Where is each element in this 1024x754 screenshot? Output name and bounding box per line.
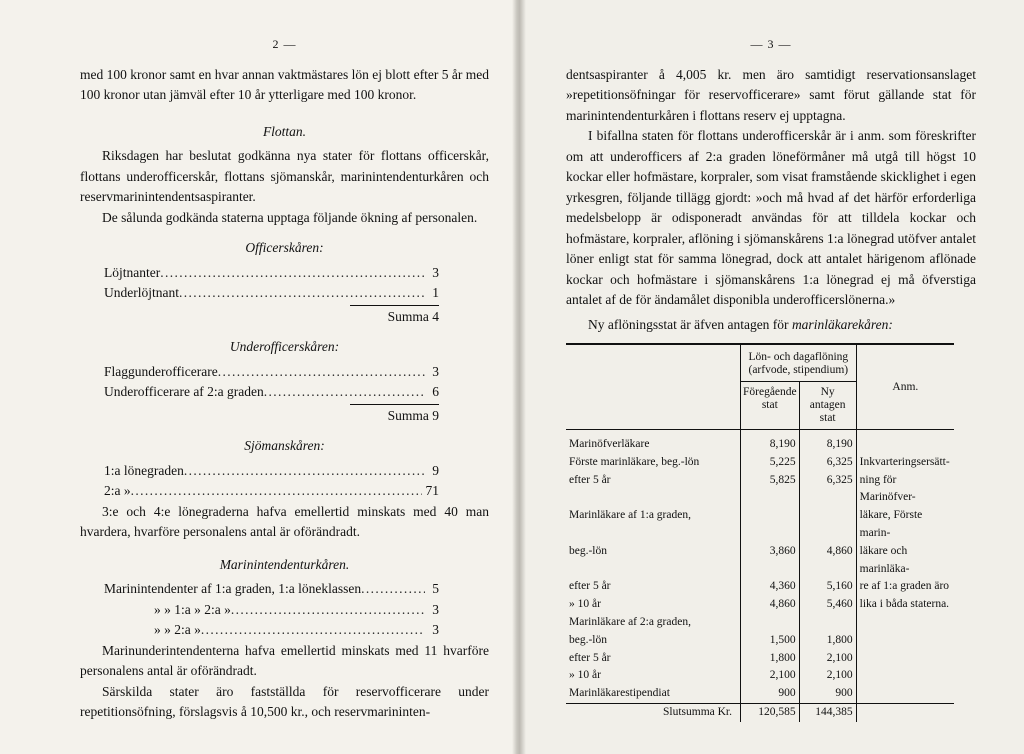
- table-cell-label: efter 5 år: [566, 650, 741, 668]
- table-cell-new: [799, 614, 856, 632]
- table-header-anm: Anm.: [856, 344, 954, 430]
- table-cell-anm: lika i båda staterna.: [859, 598, 950, 611]
- table-cell-prev: 5,825: [741, 472, 800, 508]
- table-cell-label: Marinläkare af 2:a graden,: [566, 614, 741, 632]
- table-cell-prev: 3,860: [741, 543, 800, 579]
- table-cell-prev: 4,360: [741, 578, 800, 596]
- table-row: [566, 472, 954, 508]
- table-cell-label: efter 5 år: [566, 472, 741, 508]
- list-item: 2:a » . . . 71: [104, 481, 439, 502]
- right-para-3: Ny aflöningsstat är äfven antagen för marinläkarekåren:: [588, 316, 893, 332]
- page-number-left: 2 —: [272, 37, 297, 51]
- table-cell-new: [799, 507, 856, 543]
- table-cell-anm: [856, 650, 954, 668]
- pay-table: [566, 343, 954, 722]
- table-row: [566, 454, 954, 472]
- marinintendentur-note: Marinunderintendenterna hafva emellertid minskats med 11 hvarföre personalens antal är oförändradt.: [80, 642, 489, 678]
- table-cell-prev: 1,800: [741, 650, 800, 668]
- sjomanskaren-heading: Sjömanskåren:: [244, 438, 325, 453]
- right-para-2: I bifallna staten för flottans underofficerskår är i anm. som föreskrifter om att underofficers af 2:a graden löneförmåner må utgå till högst 10 kockar eller hofmästare, korpraler, som visat framstående skicklighet i egen yrkesgren, följande tillägg gjordt: »och må hvad af det härför erforderliga medelsbelopp är odisponeradt användas för att tilldela kockar och hofmästare, korpraler, aflöning i sjömanskårens 1:a lönegrad utöfver antalet löner enligt stat för samma lönegrad, dock att antalet härigenom aflönade kockar och hofmästare i sjömanskårens 1:a lönegrad ej må öfverstiga antalet af de för ändamålet disponibla underofficerslönerna.»: [566, 128, 976, 307]
- table-row-total: Slutsumma Kr. 120,585 144,385: [566, 703, 954, 721]
- table-cell-new: 5,460: [799, 596, 856, 614]
- table-row: [566, 667, 954, 685]
- table-header-new: Ny antagen stat: [799, 382, 856, 430]
- table-cell-label: efter 5 år: [566, 578, 741, 596]
- table-cell-new: 900: [799, 685, 856, 703]
- table-cell-prev: 900: [741, 685, 800, 703]
- table-cell-anm: [856, 614, 954, 632]
- table-cell-anm: ning för Marinöfver-: [859, 473, 916, 504]
- table-row: [566, 507, 954, 543]
- table-header-group: Lön- och dagaflöning (arfvode, stipendium): [741, 344, 857, 382]
- table-row: [566, 578, 954, 596]
- list-item: Flaggunderofficerare . . . 3: [104, 362, 439, 383]
- table-row: [566, 543, 954, 579]
- officerskaren-heading: Officerskåren:: [245, 240, 324, 255]
- table-cell-anm: läkare och marinläka-: [859, 544, 910, 575]
- table-row: [566, 632, 954, 650]
- table-cell-anm: [856, 632, 954, 650]
- page-number-right: — 3 —: [750, 37, 792, 51]
- table-cell-new: 2,100: [799, 650, 856, 668]
- marinintendenturkaren-heading: Marinintendenturkåren.: [219, 556, 350, 572]
- table-row: [566, 685, 954, 703]
- table-cell-label: Marinöfverläkare: [566, 430, 741, 454]
- table-cell-new: 6,325: [799, 472, 856, 508]
- marinintendentur-last: Särskilda stater äro fastställda för reservofficerare under repetitionsöfning, förslagsvis å 10,500 kr., och reservmarininten-: [80, 683, 489, 719]
- book-gutter: [512, 0, 526, 754]
- flottan-paragraph: Riksdagen har beslutat godkänna nya stater för flottans officerskår, flottans underofficerskår, flottans sjömanskår, marinintendenturkåren och reservmarinintendentsaspiranter.: [80, 148, 489, 204]
- list-item: Löjtnanter . . . 3: [104, 263, 439, 284]
- table-cell-new: 1,800: [799, 632, 856, 650]
- table-cell-label: Förste marinläkare, beg.-lön: [566, 454, 741, 472]
- increase-paragraph: De sålunda godkända staterna upptaga följande ökning af personalen.: [102, 209, 478, 225]
- table-row: [566, 430, 954, 454]
- table-cell-prev: 5,225: [741, 454, 800, 472]
- table-cell-prev: [741, 614, 800, 632]
- table-cell-anm: [856, 685, 954, 703]
- list-item: Underofficerare af 2:a graden . . . 6: [104, 382, 439, 403]
- summa-officerskaren: Summa 4: [387, 308, 439, 324]
- table-cell-anm: [856, 430, 954, 454]
- table-cell-label: Marinläkare af 1:a graden,: [566, 507, 741, 543]
- table-cell-new: 6,325: [799, 454, 856, 472]
- table-cell-anm: Inkvarteringsersätt-: [859, 455, 950, 468]
- flottan-heading: Flottan.: [262, 123, 307, 139]
- table-row: [566, 614, 954, 632]
- list-item: Marinintendenter af 1:a graden, 1:a löneklassen . . . 5: [104, 579, 439, 600]
- right-page: [519, 0, 1024, 754]
- table-row: [566, 596, 954, 614]
- table-row: [566, 650, 954, 668]
- table-cell-anm: [856, 667, 954, 685]
- list-item: Underlöjtnant . . . 1: [104, 283, 439, 304]
- table-cell-label: beg.-lön: [566, 632, 741, 650]
- table-cell-label: » 10 år: [566, 667, 741, 685]
- table-cell-prev: 4,860: [741, 596, 800, 614]
- table-cell-new: 8,190: [799, 430, 856, 454]
- table-cell-prev: 2,100: [741, 667, 800, 685]
- table-header-prev: Föregående stat: [741, 382, 800, 430]
- table-cell-label: Marinläkarestipendiat: [566, 685, 741, 703]
- list-item: » » 2:a » . . . 3: [104, 620, 439, 641]
- right-para-1: dentsaspiranter å 4,005 kr. men äro samtidigt reservationsanslaget »repetitionsöfningar för reservofficerare» samt förut gällande stat för marinintendenturkåren i flottans reserv ej upptagna.: [566, 66, 976, 123]
- table-cell-label: beg.-lön: [566, 543, 741, 579]
- marinlakarekaren-emphasis: marinläkarekåren:: [791, 316, 893, 332]
- list-item: 1:a lönegraden . . . 9: [104, 461, 439, 482]
- list-item: » » 1:a » 2:a » . . . 3: [104, 600, 439, 621]
- table-cell-anm: re af 1:a graden äro: [859, 580, 950, 593]
- intro-paragraph: med 100 kronor samt en hvar annan vaktmästares lön ej blott efter 5 år med 100 kronor utan jämväl efter 10 år ytterligare med 100 kronor.: [80, 66, 489, 102]
- table-cell-label: » 10 år: [566, 596, 741, 614]
- summa-underofficerskaren: Summa 9: [387, 407, 439, 423]
- table-header-blank: [566, 344, 741, 430]
- underofficerskaren-heading: Underofficerskåren:: [229, 339, 340, 354]
- table-cell-new: 2,100: [799, 667, 856, 685]
- sjomanskaren-note: 3:e och 4:e lönegraderna hafva emellertid minskats med 40 man hvardera, hvarföre personalens antal är oförändradt.: [80, 503, 489, 539]
- table-cell-new: 4,860: [799, 543, 856, 579]
- table-cell-prev: 8,190: [741, 430, 800, 454]
- table-cell-prev: [741, 507, 800, 543]
- table-cell-anm: läkare, Förste marin-: [859, 509, 923, 539]
- table-cell-prev: 1,500: [741, 632, 800, 650]
- table-cell-new: 5,160: [799, 578, 856, 596]
